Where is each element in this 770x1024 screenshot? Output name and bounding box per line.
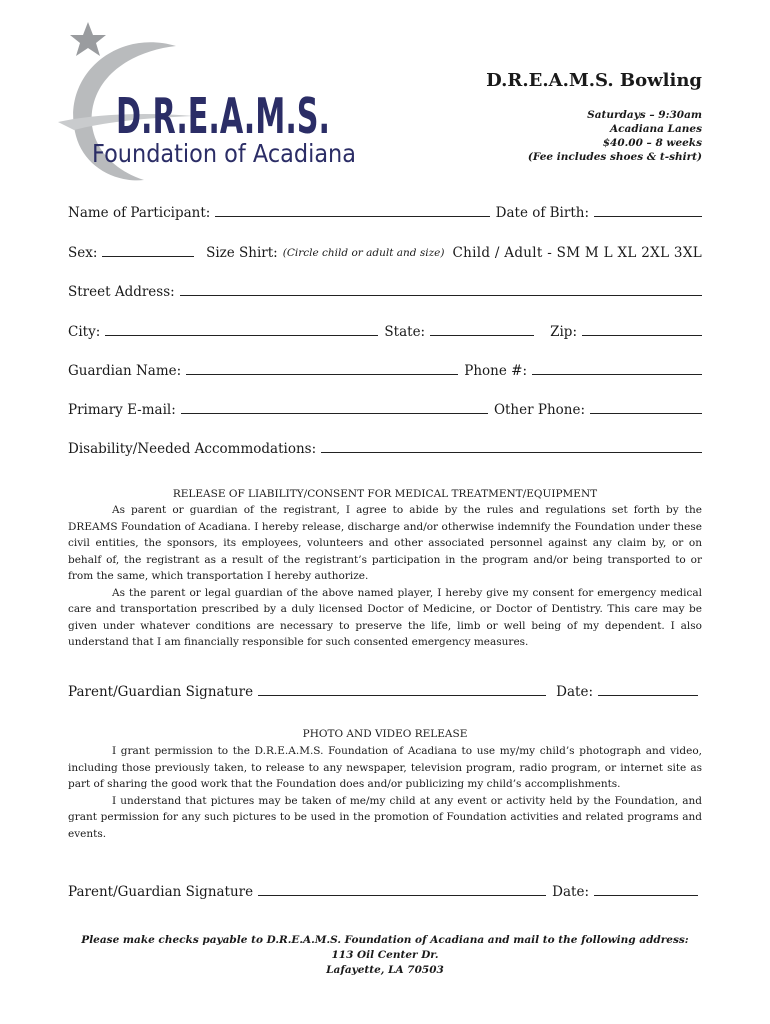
mailing-line-1: Please make checks payable to D.R.E.A.M.S. Foundation of Acadiana and mail to the following address: (81, 934, 689, 946)
signature-1-label: Parent/Guardian Signature (68, 684, 254, 700)
other-phone-label: Other Phone: (493, 402, 585, 418)
signature-2-label: Parent/Guardian Signature (68, 884, 254, 900)
participant-name-field[interactable] (215, 215, 489, 217)
state-field[interactable] (430, 334, 534, 336)
email-field[interactable] (181, 412, 488, 414)
photo-paragraph-1: I grant permission to the D.R.E.A.M.S. Foundation of Acadiana to use my/my child’s photograph and video, including those previously taken, to release to any newspaper, television program, radio program, or internet site as part of sharing the good work that the Foundation does and/or publicizing my child’s accomplishments. (68, 745, 702, 790)
city-field[interactable] (105, 334, 378, 336)
other-phone-field[interactable] (590, 412, 702, 414)
program-schedule: Saturdays – 9:30am (587, 109, 702, 121)
shirt-size-options[interactable]: Child / Adult - SM M L XL 2XL 3XL (452, 245, 702, 261)
program-fee: $40.00 – 8 weeks (602, 137, 702, 149)
sex-field[interactable] (102, 255, 194, 257)
dob-field[interactable] (594, 215, 702, 217)
shirt-label: Size Shirt: (206, 245, 278, 261)
street-address-field[interactable] (180, 294, 702, 296)
program-location: Acadiana Lanes (610, 123, 702, 135)
release-paragraph-2: As the parent or legal guardian of the above named player, I hereby give my consent for emergency medical care and transportation prescribed by a duly licensed Doctor of Medicine, or Doctor of Dentistry. This care may be given under whatever conditions are necessary to preserve the life, limb or well being of my dependent. I also understand that I am financially responsible for such consented emergency measures. (68, 586, 702, 648)
row-signature-2 (68, 880, 702, 900)
zip-label: Zip: (550, 324, 577, 340)
signature-1-date-field[interactable] (598, 694, 698, 696)
row-city (68, 320, 702, 340)
photo-release-title: PHOTO AND VIDEO RELEASE (302, 728, 468, 740)
participant-label: Name of Participant: (68, 205, 211, 221)
state-label: State: (384, 324, 426, 340)
dreams-logo (54, 18, 374, 188)
phone-label: Phone #: (464, 363, 527, 379)
shirt-note: (Circle child or adult and size) (282, 247, 445, 259)
phone-field[interactable] (532, 373, 702, 375)
signature-1-field[interactable] (258, 694, 546, 696)
mailing-address-city: Lafayette, LA 70503 (326, 964, 444, 976)
dob-label: Date of Birth: (495, 205, 589, 221)
mailing-instructions (68, 933, 702, 978)
logo-line2: Foundation of Acadiana (92, 139, 356, 168)
photo-release-text (68, 743, 702, 842)
star-icon (70, 22, 106, 56)
row-guardian (68, 359, 702, 379)
mailing-address-street: 113 Oil Center Dr. (331, 949, 439, 961)
zip-field[interactable] (582, 334, 702, 336)
signature-2-date-field[interactable] (594, 894, 698, 896)
guardian-name-field[interactable] (186, 373, 458, 375)
program-title: D.R.E.A.M.S. Bowling (486, 70, 702, 91)
disability-field[interactable] (321, 451, 702, 453)
release-text (68, 502, 702, 651)
sex-label: Sex: (68, 245, 98, 261)
program-details (528, 108, 702, 164)
signature-1-date-label: Date: (556, 684, 593, 700)
photo-paragraph-2: I understand that pictures may be taken of me/my child at any event or activity held by the Foundation, and grant permission for any such pictures to be used in the promotion of Foundation activities and related programs and events. (68, 794, 702, 840)
disability-label: Disability/Needed Accommodations: (68, 441, 317, 457)
row-participant (68, 201, 702, 221)
row-disability (68, 437, 702, 457)
logo-line1: D.R.E.A.M.S. (116, 88, 330, 145)
signature-2-field[interactable] (258, 894, 546, 896)
program-fee-note: (Fee includes shoes & t-shirt) (527, 151, 702, 163)
row-sex-shirt (68, 241, 702, 261)
row-email (68, 398, 702, 418)
row-signature-1 (68, 680, 702, 700)
city-label: City: (68, 324, 101, 340)
release-paragraph-1: As parent or guardian of the registrant, I agree to abide by the rules and regulations set forth by the DREAMS Foundation of Acadiana. I hereby release, discharge and/or otherwise indemnify the Foundation under these civil entities, the sponsors, its employees, volunteers and other associated personnel against any claim by, or on behalf of, the registrant as a result of the registrant’s participation in the program and/or being transported to or from the same, which transportation I hereby authorize. (68, 504, 702, 582)
guardian-label: Guardian Name: (68, 363, 182, 379)
release-title: RELEASE OF LIABILITY/CONSENT FOR MEDICAL TREATMENT/EQUIPMENT (172, 488, 598, 500)
street-label: Street Address: (68, 284, 175, 300)
signature-2-date-label: Date: (552, 884, 589, 900)
email-label: Primary E-mail: (68, 402, 176, 418)
row-street (68, 280, 702, 300)
